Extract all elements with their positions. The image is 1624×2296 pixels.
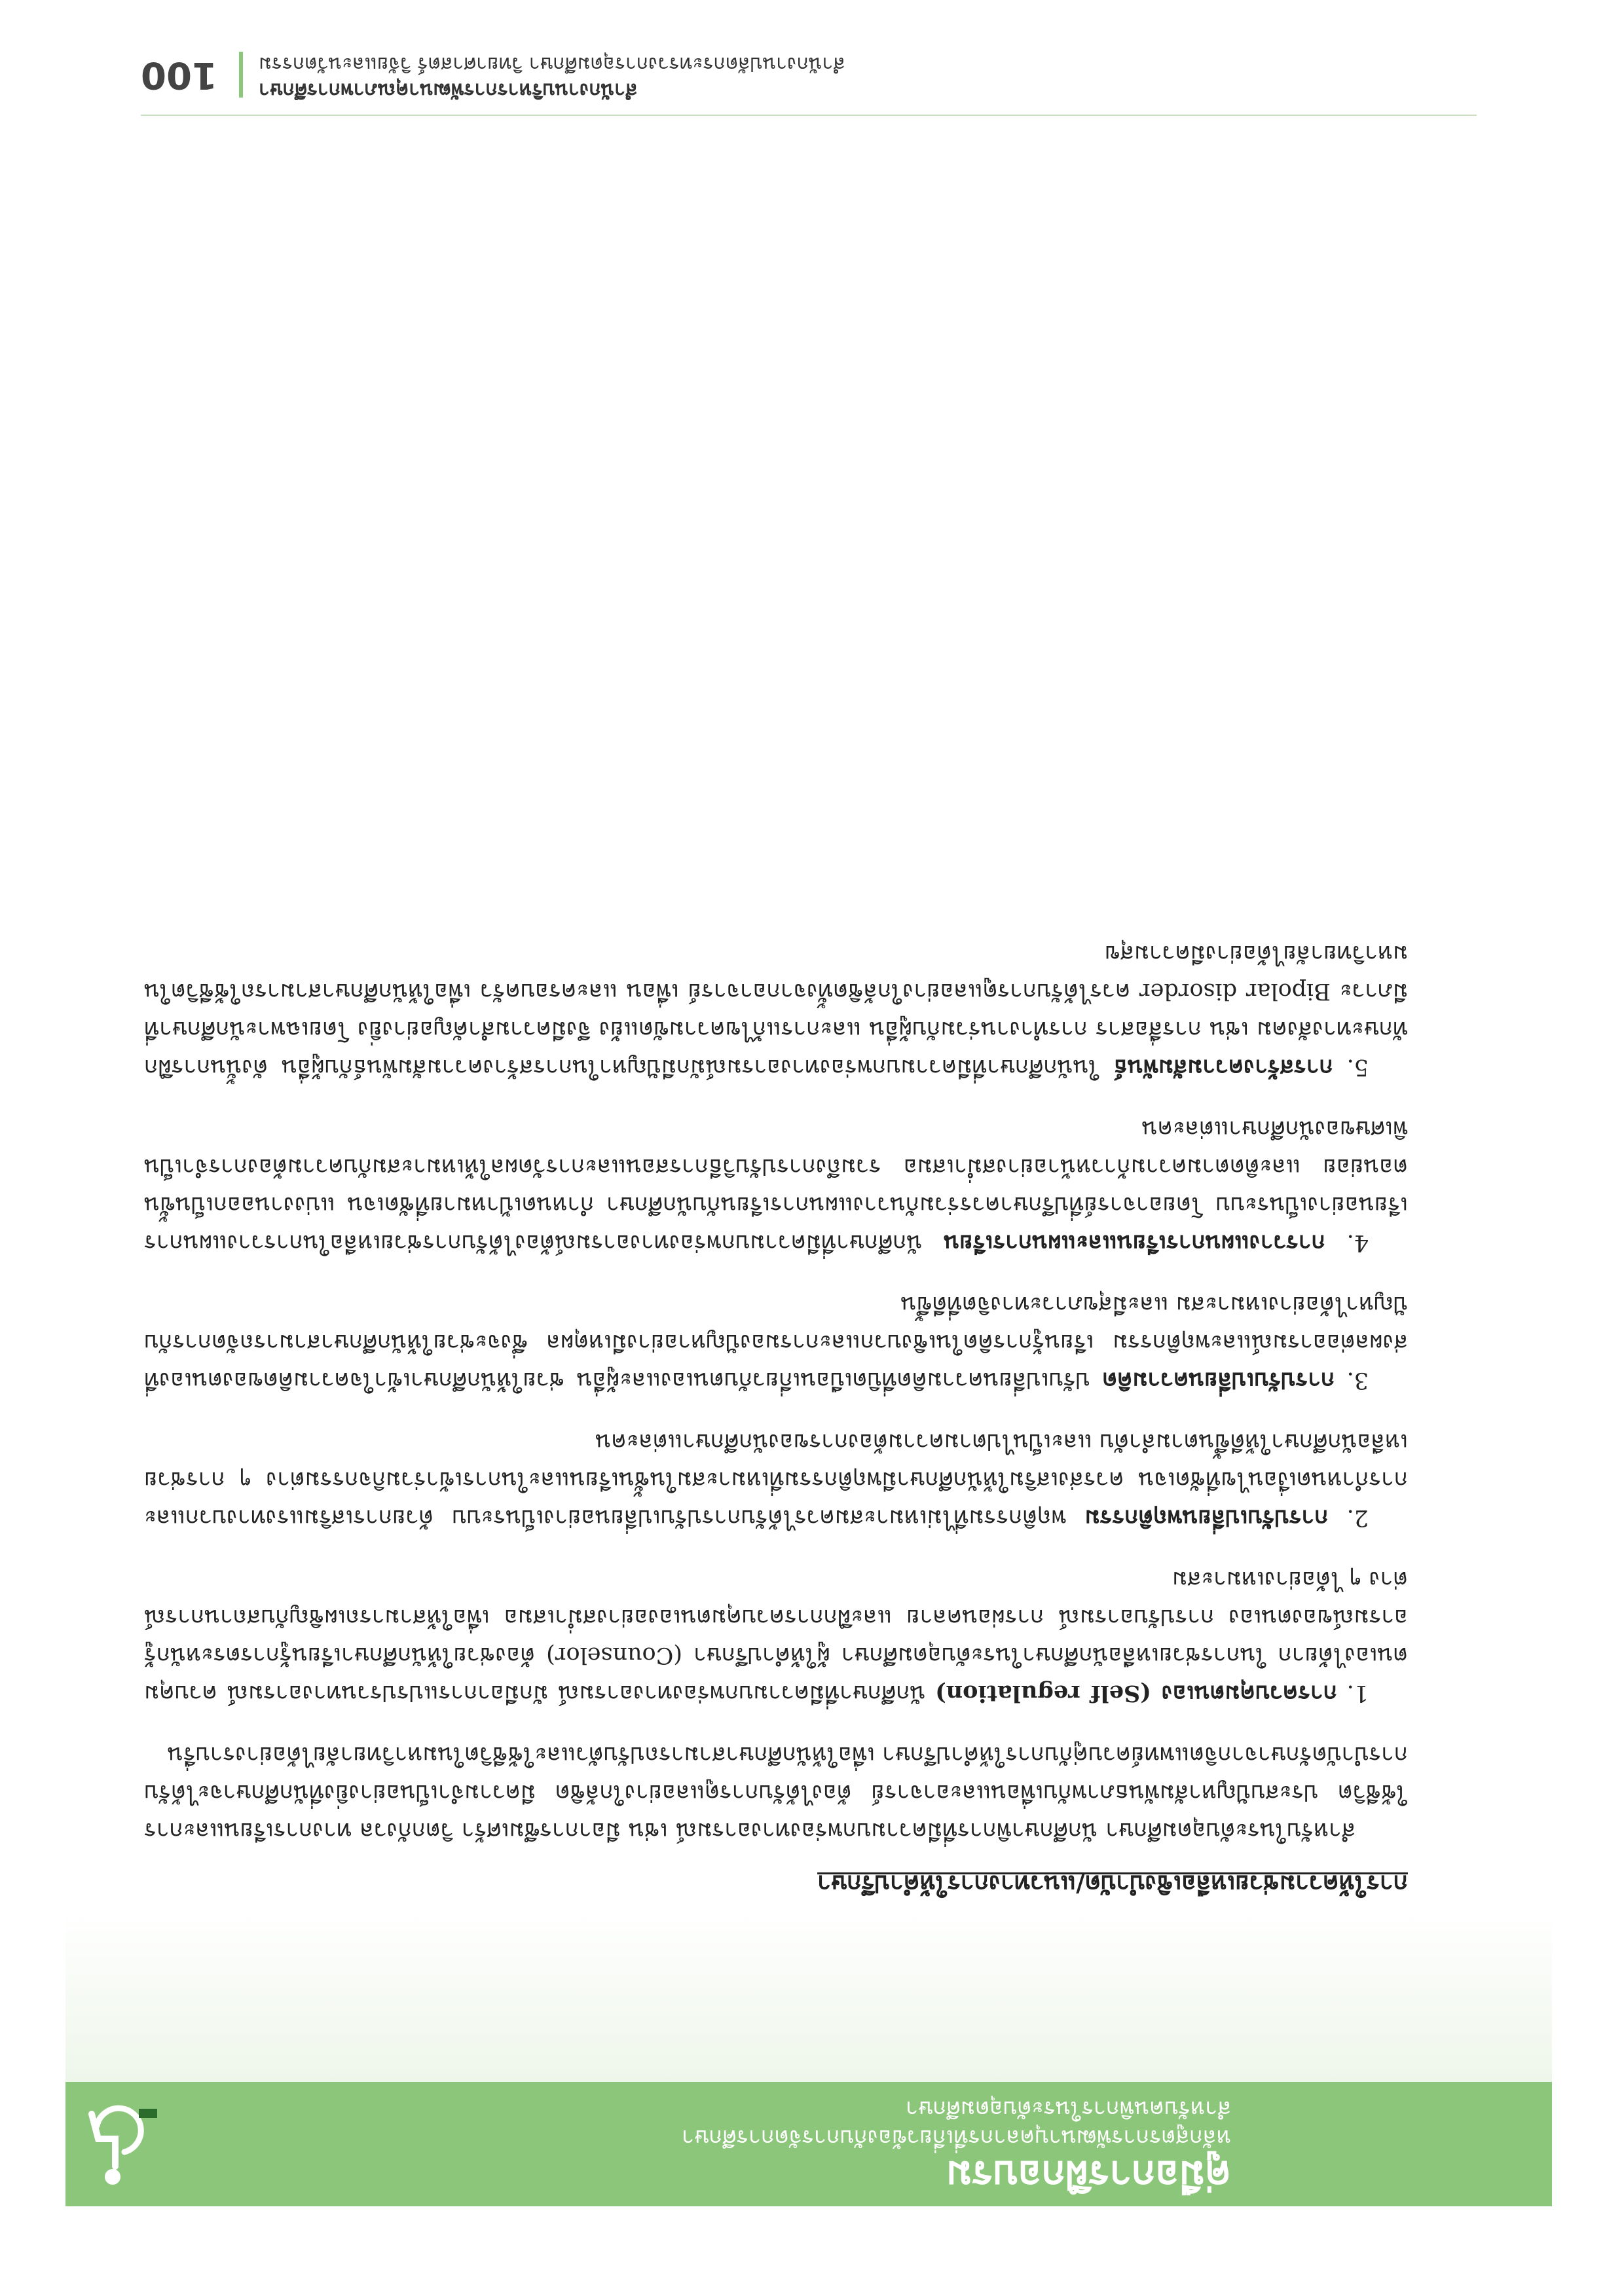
header-title: คู่มือการฝึกอบรม [946,2152,1231,2198]
header-org: สำหรับคนพิการในระดับอุดมศึกษา [905,2096,1231,2122]
item-text: พฤติกรรมที่ไม่เหมาะสมควรได้รับการปรับเปลี่ยนอย่างเป็นระบบ ด้วยการเสริมแรงทางบวกและการกำหนดเงื่อนไขที่ชัดเจน ควรส่งเสริมให้นักศึกษามีพฤติกรรมที่เหมาะสมในชั้นเรียนและในการเข้าร่วมกิจกรรมต่าง ๆ การช่วยเหลือนักศึกษาให้ดีขึ้นตามลำดับ และเป็นไปตามความต้องการของนักศึกษาแต่ละคน [144,1429,1408,1531]
list-item: 2. การปรับเปลี่ยนพฤติกรรม พฤติกรรมที่ไม่เหมาะสมควรได้รับการปรับเปลี่ยนอย่างเป็นระบบ ด้วยการเสริมแรงทางบวกและการกำหนดเงื่อนไขที่ชัดเจน ควรส่งเสริมให้นักศึกษามีพฤติกรรมที่เหมาะสมในชั้นเรียนและในการเข้าร่วมกิจกรรมต่าง ๆ การช่วยเหลือนักศึกษาให้ดีขึ้นตามลำดับ และเป็นไปตามความต้องการของนักศึกษาแต่ละคน [144,1429,1408,1531]
list-item: 3. การปรับเปลี่ยนความคิด ปรับเปลี่ยนความคิดที่บิดเบือนเกี่ยวกับตนเองและผู้อื่น ช่วยให้นักศึกษาเข้าใจความคิดของตนเองที่ส่งผลต่ออารมณ์และพฤติกรรม เรียนรู้การคิดในเชิงบวกและการมองปัญหาอย่างมีเหตุผล ซึ่งจะช่วยให้นักศึกษาสามารถจัดการกับปัญหาได้อย่างเหมาะสม และมีสุขภาวะทางจิตที่ดีขึ้น [144,1291,1408,1394]
item-title: การวางแผนการเรียนและแผนการเรียน [944,1230,1325,1256]
item-text: ในนักศึกษาที่มีความบกพร่องทางอารมณ์มักมีปัญหาในการสร้างความสัมพันธ์กับผู้อื่น ดังนั้นการฝึกทักษะทางสังคม เช่น การสื่อสาร การทำงานร่วมกับผู้อื่น และการแก้ไขความขัดแย้ง จึงมีความสำคัญอย่างยิ่ง โดยเฉพาะนักศึกษาที่มีภาวะ Bipolar disorder ควรได้รับการดูแลอย่างใกล้ชิดทั้งจากอาจารย์ เพื่อน และครอบครัว เพื่อให้นักศึกษาสามารถใช้ชีวิตในมหาวิทยาลัยได้อย่างมีความสุข [144,940,1408,1080]
document-body [144,911,1408,1903]
page-footer [141,31,1477,103]
item-text: ปรับเปลี่ยนความคิดที่บิดเบือนเกี่ยวกับตนเองและผู้อื่น ช่วยให้นักศึกษาเข้าใจความคิดของตนเองที่ส่งผลต่ออารมณ์และพฤติกรรม เรียนรู้การคิดในเชิงบวกและการมองปัญหาอย่างมีเหตุผล ซึ่งจะช่วยให้นักศึกษาสามารถจัดการกับปัญหาได้อย่างเหมาะสม และมีสุขภาวะทางจิตที่ดีขึ้น [144,1291,1408,1393]
header-text [118,2094,1231,2198]
footer-accent-bar [239,52,243,98]
footer-text [259,50,845,103]
header-banner-fade [65,1912,1552,2082]
page-number: 100 [141,54,217,96]
item-text: นักศึกษาที่มีความบกพร่องทางอารมณ์ต้องได้รับการช่วยเหลือในการวางแผนการเรียนอย่างเป็นระบบ โดยอาจารย์ที่ปรึกษาควรร่วมกันวางแผนการเรียนกับนักศึกษา กำหนดเป้าหมายที่ชัดเจน แบ่งงานออกเป็นขั้นตอนย่อย และติดตามความก้าวหน้าอย่างสม่ำเสมอ รวมถึงการปรับวิธีการสอนและการวัดผลให้เหมาะสมกับความต้องการจำเป็นพิเศษของนักศึกษาแต่ละคน [144,1116,1408,1256]
item-title: การสร้างความสัมพันธ์ [1113,1054,1333,1081]
list-item: 4. การวางแผนการเรียนและแผนการเรียน นักศึกษาที่มีความบกพร่องทางอารมณ์ต้องได้รับการช่วยเหลือในการวางแผนการเรียนอย่างเป็นระบบ โดยอาจารย์ที่ปรึกษาควรร่วมกันวางแผนการเรียนกับนักศึกษา กำหนดเป้าหมายที่ชัดเจน แบ่งงานออกเป็นขั้นตอนย่อย และติดตามความก้าวหน้าอย่างสม่ำเสมอ รวมถึงการปรับวิธีการสอนและการวัดผลให้เหมาะสมกับความต้องการจำเป็นพิเศษของนักศึกษาแต่ละคน [144,1116,1408,1256]
item-title: การปรับเปลี่ยนความคิด [1102,1367,1335,1394]
item-title: การปรับเปลี่ยนพฤติกรรม [1084,1504,1329,1531]
item-text: นักศึกษาที่มีความบกพร่องทางอารมณ์ มักมีอาการแปรปรวนทางอารมณ์ ควบคุมตนเองได้ยาก ในการช่วยเหลือนักศึกษาในระดับอุดมศึกษา ผู้ให้คำปรึกษา (Counselor) ต้องช่วยให้นักศึกษาเรียนรู้การตระหนักรู้อารมณ์ของตนเอง การปรับอารมณ์ การผ่อนคลาย และฝึกการควบคุมตนเองอย่างสม่ำเสมอ เพื่อให้สามารถเผชิญกับสถานการณ์ต่าง ๆ ได้อย่างเหมาะสม [144,1566,1408,1706]
section-heading: การให้ความช่วยเหลือเชิงบำบัด/แนวทางการให้คำปรึกษา [817,1870,1408,1899]
list-item: 5. การสร้างความสัมพันธ์ ในนักศึกษาที่มีความบกพร่องทางอารมณ์มักมีปัญหาในการสร้างความสัมพันธ์กับผู้อื่น ดังนั้นการฝึกทักษะทางสังคม เช่น การสื่อสาร การทำงานร่วมกับผู้อื่น และการแก้ไขความขัดแย้ง จึงมีความสำคัญอย่างยิ่ง โดยเฉพาะนักศึกษาที่มีภาวะ Bipolar disorder ควรได้รับการดูแลอย่างใกล้ชิดทั้งจากอาจารย์ เพื่อน และครอบครัว เพื่อให้นักศึกษาสามารถใช้ชีวิตในมหาวิทยาลัยได้อย่างมีความสุข [144,940,1408,1081]
intro-paragraph: สำหรับในระดับอุดมศึกษา นักศึกษาพิการที่มีความบกพร่องทางอารมณ์ เช่น มีอาการซึมเศร้า วิตกกังวล ทางการเรียนและการใช้ชีวิต ประสบปัญหาสัมพันธภาพกับเพื่อนและอาจารย์ ต้องได้รับการดูแลอย่างใกล้ชิด มีความจำเป็นอย่างยิ่งที่นักศึกษาจะได้รับการบำบัดรักษาจากจิตแพทย์ควบคู่กับการให้คำปรึกษา เพื่อให้นักศึกษาสามารถปรับตัวและใช้ชีวิตในมหาวิทยาลัยได้อย่างราบรื่น [144,1741,1408,1844]
item-title: การควบคุมตนเอง (Self regulation) [935,1680,1337,1707]
header-subtitle: หลักสูตรการพัฒนาบุคลากรที่เกี่ยวข้องกับการจัดการศึกษา [681,2124,1231,2151]
footer-divider [141,115,1477,116]
footer-line-2: สำนักงานปลัดกระทรวงการอุดมศึกษา วิทยาศาสตร์ วิจัยและนวัตกรรม [259,52,845,75]
list-item: 1. การควบคุมตนเอง (Self regulation) นักศึกษาที่มีความบกพร่องทางอารมณ์ มักมีอาการแปรปรวนทางอารมณ์ ควบคุมตนเองได้ยาก ในการช่วยเหลือนักศึกษาในระดับอุดมศึกษา ผู้ให้คำปรึกษา (Counselor) ต้องช่วยให้นักศึกษาเรียนรู้การตระหนักรู้อารมณ์ของตนเอง การปรับอารมณ์ การผ่อนคลาย และฝึกการควบคุมตนเองอย่างสม่ำเสมอ เพื่อให้สามารถเผชิญกับสถานการณ์ต่าง ๆ ได้อย่างเหมาะสม [144,1566,1408,1707]
footer-line-1: สำนักงานบริหารการพัฒนาคุณภาพการศึกษา [259,79,638,101]
